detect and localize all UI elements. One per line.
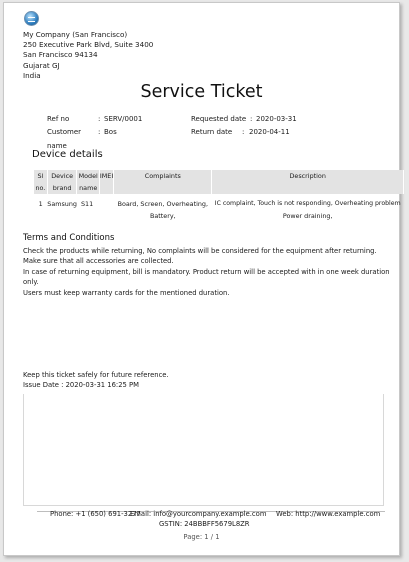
row-complaints-line2: Battery, [149, 212, 176, 220]
terms-line-2: Make sure that all accessories are collected. [23, 257, 174, 266]
customer-label-name: name [47, 142, 67, 150]
row-description [212, 198, 404, 222]
row-complaints-line1: Board, Screen, Overheating, [117, 200, 209, 208]
company-state: Gujarat GJ [23, 60, 60, 70]
notice-block [23, 370, 169, 391]
ticket-page [3, 2, 400, 556]
page-title: Service Ticket [140, 82, 263, 102]
customer-value: Bos [104, 128, 117, 136]
blank-area [23, 394, 384, 506]
col-sl: Sl no. [35, 172, 46, 192]
col-imei: IMEI [99, 170, 113, 194]
footer-gstin: GSTIN: 24BBBFF5679L8ZR [159, 520, 250, 528]
row-imei [99, 198, 113, 222]
ref-sep: : [98, 115, 101, 123]
return-date-value: 2020-04-11 [249, 128, 290, 136]
ref-value: SERV/0001 [104, 115, 143, 123]
terms-heading: Terms and Conditions [23, 233, 115, 243]
company-city-zip: San Francisco 94134 [23, 50, 98, 60]
customer-label: Customer [47, 128, 82, 136]
return-sep: : [242, 128, 245, 136]
issue-date: Issue Date : 2020-03-31 16:25 PM [23, 381, 139, 390]
row-complaints [114, 198, 212, 222]
col-model: Model name [78, 172, 98, 192]
company-address-line1: 250 Executive Park Blvd, Suite 3400 [23, 40, 154, 50]
table-row [34, 198, 404, 222]
notice-text: Keep this ticket safely for future reference. [23, 371, 169, 379]
col-complaints: Complaints [114, 170, 212, 194]
company-logo-icon [24, 11, 39, 26]
row-model: S11 [80, 200, 94, 208]
terms-line-3: In case of returning equipment, bill is mandatory. Product return will be accepted with in one week duration only. [23, 267, 390, 287]
row-sl: 1 [38, 200, 43, 208]
device-table-header [34, 170, 404, 194]
row-brand: Samsung [47, 200, 77, 208]
row-description-line1: IC complaint, Touch is not responding, Overheating problem [214, 200, 401, 207]
footer-email: Email: info@yourcompany.example.com [130, 510, 267, 518]
page-number: Page: 1 / 1 [183, 533, 220, 541]
col-description: Description [212, 170, 404, 194]
requested-date-value: 2020-03-31 [256, 115, 297, 123]
terms-line-4: Users must keep warranty cards for the mentioned duration. [23, 288, 230, 297]
company-name: My Company (San Francisco) [23, 30, 128, 39]
requested-sep: : [250, 115, 253, 123]
device-details-heading: Device details [32, 149, 103, 160]
col-brand: Device brand [47, 170, 77, 194]
terms-line-1: Check the products while returning, No complaints will be considered for the equipment after returning. [23, 247, 377, 255]
footer-phone: Phone: +1 (650) 691-3277 [50, 510, 141, 518]
company-address [23, 30, 153, 81]
footer-web: Web: http://www.example.com [276, 510, 381, 518]
company-country: India [23, 70, 41, 80]
device-table [34, 170, 404, 222]
customer-sep: : [98, 128, 101, 136]
row-description-line2: Power draining, [282, 212, 333, 220]
return-date-label: Return date [191, 128, 233, 136]
terms-list [23, 246, 399, 298]
ref-label: Ref no [47, 115, 70, 123]
requested-date-label: Requested date [191, 115, 247, 123]
